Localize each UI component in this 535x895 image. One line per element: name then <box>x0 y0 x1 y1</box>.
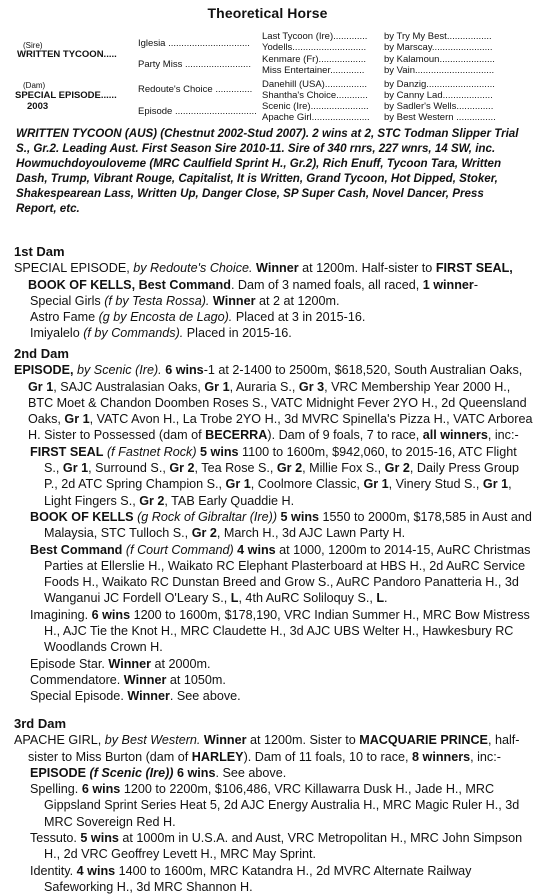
progeny-episode-ref: EPISODE (f Scenic (Ire)) 6 wins. See above. <box>30 765 287 780</box>
second-dam-heading: 2nd Dam <box>14 346 69 361</box>
gen4-2: by Marscay....................... <box>384 42 493 53</box>
gen2-dam-dam: Episode ............................... <box>138 106 257 117</box>
progeny-other: Special Episode. Winner. See above. <box>30 689 241 704</box>
dam-name: SPECIAL EPISODE...... <box>15 90 117 101</box>
sire-name: WRITTEN TYCOON..... <box>17 49 117 60</box>
progeny-book-of-kells: BOOK OF KELLS (g Rock of Gibraltar (Ire)) 5 wins 1550 to 2000m, $178,585 in Aust and Malaysia, STC Tulloch S., Gr 2, March H., 3d AJC Lawn Party H. <box>30 509 532 541</box>
gen4-6: by Canny Lad................... <box>384 90 493 101</box>
second-dam-intro: EPISODE, by Scenic (Ire). 6 wins-1 at 2-1400 to 2500m, $618,520, South Australian Oaks, Gr 1, SAJC Australasian Oaks, Gr 1, Auraria S., Gr 3, VRC Membership Year 2000 H., BTC Moet & Chandon Doomben Roses S., VATC Midnight Fever 2YO H., 2d Queensland Oaks, Gr 1, VATC Avon H., La Trobe 2YO H., 3d MVRC Spinella's Pizza H., VATC Arborea H. Sister to Possessed (dam of BECERRA). Dam of 9 foals, 7 to race, all winners, inc:- <box>14 363 533 443</box>
first-dam-intro: SPECIAL EPISODE, by Redoute's Choice. Winner at 1200m. Half-sister to FIRST SEAL, BOOK OF KELLS, Best Command. Dam of 3 named foals, all raced, 1 winner- <box>14 261 513 292</box>
first-dam-section <box>14 244 534 342</box>
gen3-3: Kenmare (Fr).................. <box>262 54 366 65</box>
gen4-5: by Danzig.......................... <box>384 79 495 90</box>
third-dam-intro: APACHE GIRL, by Best Western. Winner at 1200m. Sister to MACQUARIE PRINCE, half-sister to Miss Burton (dam of HARLEY). Dam of 11 foals, 10 to race, 8 winners, inc:- <box>14 733 520 764</box>
gen3-2: Yodells............................ <box>262 42 367 53</box>
gen2-dam-sire: Redoute's Choice .............. <box>138 84 253 95</box>
second-dam-section <box>14 346 534 705</box>
progeny-other: Episode Star. Winner at 2000m. <box>30 656 211 671</box>
foal-entry: Imiyalelo (f by Commands). Placed in 2015-16. <box>30 326 292 341</box>
sire-tag: (Sire) <box>23 41 43 50</box>
gen2-sire-sire: Iglesia ............................... <box>138 38 250 49</box>
progeny-other: Commendatore. Winner at 1050m. <box>30 672 226 687</box>
foal-entry: Special Girls (f by Testa Rossa). Winner at 2 at 1200m. <box>30 293 340 308</box>
gen3-4: Miss Entertainer............. <box>262 65 365 76</box>
gen2-sire-dam: Party Miss ......................... <box>138 59 251 70</box>
progeny-first-seal: FIRST SEAL (f Fastnet Rock) 5 wins 1100 to 1600m, $942,060, to 2015-16, ATC Flight S., Gr 1, Surround S., Gr 2, Tea Rose S., Gr 2, Millie Fox S., Gr 2, Daily Press Group P., 2d ATC Spring Champion S., Gr 1, Coolmore Classic, Gr 1, Vinery Stud S., Gr 1, Light Fingers S., Gr 2, TAB Early Quaddie H. <box>30 444 520 508</box>
page-title: Theoretical Horse <box>207 5 328 21</box>
gen3-1: Last Tycoon (Ire)............. <box>262 31 368 42</box>
foal-entry: Astro Fame (g by Encosta de Lago). Placed at 3 in 2015-16. <box>30 310 366 325</box>
first-dam-heading: 1st Dam <box>14 244 65 259</box>
progeny-spelling: Spelling. 6 wins 1200 to 2200m, $106,486, VRC Killawarra Dusk H., Jade H., MRC Gippsland Sprint Series Heat 5, 2d AJC Energy Australia H., MRC Magic Ruler H., 3d MRC Sovereign Red H. <box>30 782 520 829</box>
third-dam-heading: 3rd Dam <box>14 716 67 731</box>
gen4-3: by Kalamoun..................... <box>384 54 495 65</box>
third-dam-section <box>14 716 534 895</box>
dam-year: 2003 <box>27 101 49 112</box>
sire-summary: WRITTEN TYCOON (AUS) (Chestnut 2002-Stud 2007). 2 wins at 2, STC Todman Slipper Trial S., Gr.2. Leading Aust. First Season Sire 2010-11. Sire of 340 rnrs, 227 wnrs, 14 SW, inc. Howmuchdoyouloveme (MRC Caulfield Sprint H., Gr.2), Rich Enuff, Tycoon Tara, Written Dash, Trump, Vibrant Rouge, Capitalist, It is Written, Grand Tycoon, Hot Dipped, Stoker, Shakespearean Lass, Written Up, Danger Close, SP Super Cash, Novel Dancer, Press Report, etc. <box>16 127 519 215</box>
progeny-identity: Identity. 4 wins 1400 to 1600m, MRC Katandra H., 2d MVRC Alternate Railway Safeworking H., 3d MRC Shannon H. <box>30 863 472 894</box>
gen3-6: Shantha's Choice............ <box>262 90 368 101</box>
gen4-1: by Try My Best................. <box>384 31 492 42</box>
gen4-4: by Vain.............................. <box>384 65 495 76</box>
gen4-7: by Sadler's Wells.............. <box>384 101 494 112</box>
gen3-8: Apache Girl...................... <box>262 112 370 123</box>
dam-tag: (Dam) <box>23 81 46 90</box>
progeny-imagining: Imagining. 6 wins 1200 to 1600m, $178,190, VRC Indian Summer H., MRC Bow Mistress H., AJC Tie the Knot H., MRC Claudette H., 3d AJC UBS Welter H., Hawkesbury RC Woodlands Crown H. <box>30 607 530 655</box>
gen3-5: Danehill (USA)................ <box>262 79 368 90</box>
gen3-7: Scenic (Ire)...................... <box>262 101 369 112</box>
progeny-best-command: Best Command (f Court Command) 4 wins at 1000, 1200m to 2014-15, AuRC Christmas Parties at Ellerslie H., Waikato RC Elephant Plasterboard at HBS H., 2d AuRC Service Foods H., Waikato RC Dunstan Breed and Grow S., AuRC Pandoro Panatteria H., 3d Wanganui JC Fordell O'Leary S., L, 4th AuRC Soliloquy S., L. <box>30 542 531 606</box>
gen4-8: by Best Western ............... <box>384 112 496 123</box>
progeny-tessuto: Tessuto. 5 wins at 1000m in U.S.A. and Aust, VRC Metropolitan H., MRC John Simpson H., 2d VRC Geoffrey Levett H., MRC May Sprint. <box>30 831 523 862</box>
